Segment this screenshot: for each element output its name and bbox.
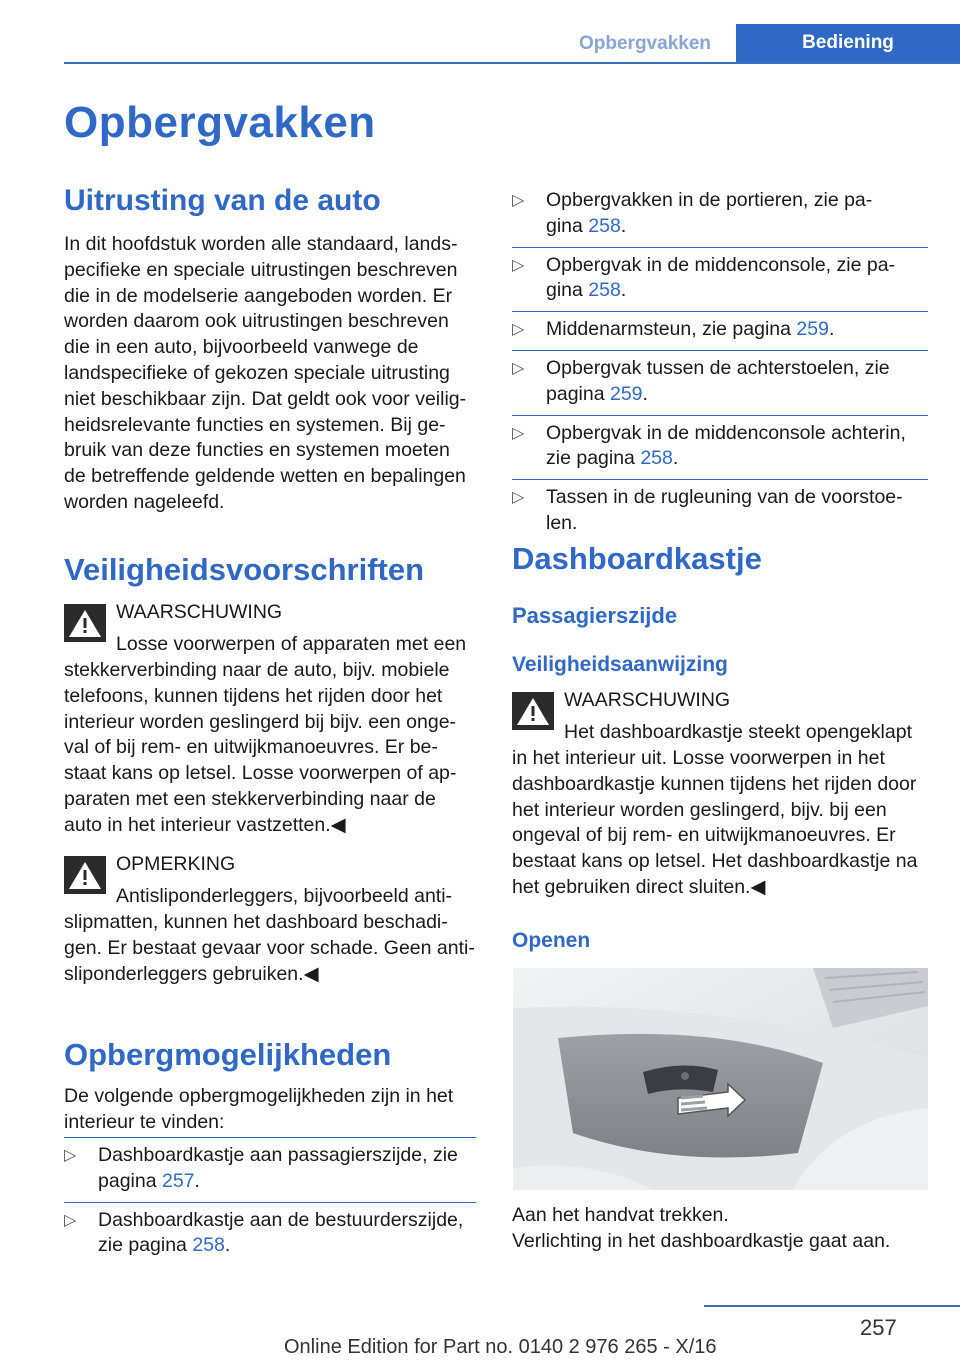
glovebox-photo <box>513 968 928 1190</box>
triangle-bullet-icon: ▷ <box>64 1147 77 1164</box>
page-number: 257 <box>860 1315 897 1340</box>
text-line: dashboardkastje kunnen tijdens het rijden door <box>512 772 917 795</box>
list-item <box>512 350 928 415</box>
text-line: Opbergvak in de middenconsole, zie pa‐ <box>546 253 896 276</box>
text-line: Aan het handvat trekken. <box>512 1204 729 1226</box>
list-item <box>64 1202 476 1267</box>
punctuation: . <box>828 318 835 341</box>
text-line: het interieur worden geslingerd, bijv. bij een <box>512 798 887 821</box>
warning-text <box>512 746 942 901</box>
text-line: slipmatten, kunnen het dashboard beschadi‐ <box>64 911 448 933</box>
triangle-bullet-icon: ▷ <box>512 424 525 442</box>
text-line: De volgende opbergmogelijkheden zijn in het <box>64 1085 454 1107</box>
text-line: worden nageleefd. <box>64 490 225 513</box>
list-item <box>512 247 928 312</box>
page-title: Opbergvakken <box>64 98 376 147</box>
text-line: in het interieur uit. Losse voorwerpen in het <box>512 747 885 769</box>
text-line: ongeval of bij rem- en uitwijkmanoeuvres. Er <box>512 824 896 847</box>
text-line: auto in het interieur vastzetten.◀ <box>64 813 346 836</box>
triangle-bullet-icon: ▷ <box>512 489 525 507</box>
text-line: zie pagina <box>98 1234 193 1257</box>
text-line: In dit hoofdstuk worden alle standaard, lands‐ <box>64 233 458 255</box>
text-line: Antisliponderleggers, bijvoorbeeld anti‐ <box>116 885 453 907</box>
header-section-tab[interactable]: Opbergvakken <box>579 33 711 54</box>
notice-text <box>64 910 484 987</box>
page-link[interactable]: 258 <box>588 214 621 237</box>
section-heading-veiligheid: Veiligheidsvoorschriften <box>64 552 425 587</box>
paragraph-opbergmogelijkheden <box>64 1084 484 1136</box>
punctuation: . <box>194 1169 200 1192</box>
text-line: Tassen in de rugleuning van de voorstoe‐ <box>546 486 903 509</box>
section-heading-opbergmogelijkheden: Opbergmogelijkheden <box>64 1037 392 1072</box>
page-link[interactable]: 259 <box>609 382 643 405</box>
warning-label: WAARSCHUWING <box>116 601 283 623</box>
text-line: pagina <box>98 1169 162 1192</box>
warning-label: WAARSCHUWING <box>564 689 731 711</box>
footer-edition-text: Online Edition for Part no. 0140 2 976 265 - X/16 <box>284 1336 717 1358</box>
text-line: landspecifieke of gekozen speciale uitrusting <box>64 361 450 384</box>
header-rule <box>64 62 960 64</box>
list-item <box>512 183 928 247</box>
subheading-passagierszijde: Passagierszijde <box>512 603 678 628</box>
subheading-veiligheidsaanwijzing: Veiligheidsaanwijzing <box>512 653 728 676</box>
page-link[interactable]: 259 <box>796 318 829 341</box>
text-line: pecifieke en speciale uitrustingen beschreven <box>64 258 458 281</box>
page-link[interactable]: 258 <box>588 279 621 302</box>
text-line: sliponderleggers gebruiken.◀ <box>64 962 319 985</box>
list-item <box>64 1137 476 1202</box>
text-line: stekkerverbinding naar de auto, bijv. mobiele <box>64 659 450 681</box>
list-item <box>512 311 928 350</box>
page-link[interactable]: 257 <box>161 1169 195 1192</box>
text-line: Dashboardkastje aan de bestuurderszijde, <box>98 1208 464 1231</box>
punctuation: . <box>672 447 679 470</box>
footer-rule <box>704 1305 960 1307</box>
text-line: interieur te vinden: <box>64 1110 225 1133</box>
punctuation: . <box>620 279 627 302</box>
text-line: gen. Er bestaat gevaar voor schade. Geen anti‐ <box>64 936 475 959</box>
triangle-bullet-icon: ▷ <box>64 1211 77 1229</box>
text-line: gina <box>546 279 589 302</box>
text-line: bestaat kans op letsel. Het dashboardkastje na <box>512 850 918 873</box>
text-line: interieur worden geslingerd bij bijv. een onge‐ <box>64 710 457 733</box>
punctuation: . <box>620 214 627 237</box>
text-line: Middenarmsteun, zie pagina <box>546 318 797 341</box>
text-line: paraten met een stekkerverbinding naar de <box>64 787 436 810</box>
text-line: niet beschikbaar zijn. Dat geldt ook voor veilig‐ <box>64 387 467 410</box>
warning-icon <box>512 692 554 730</box>
text-line: val of bij rem- en uitwijkmanoeuvres. Er be‐ <box>64 736 438 759</box>
text-line: die in een auto, bijvoorbeeld vanwege de <box>64 336 419 359</box>
text-line: Het dashboardkastje steekt opengeklapt <box>564 721 912 743</box>
storage-list-right <box>512 183 928 544</box>
text-line: gina <box>546 214 589 237</box>
punctuation: . <box>642 382 648 405</box>
list-item <box>512 479 928 544</box>
warning-text <box>64 658 484 839</box>
warning-icon <box>64 604 106 642</box>
text-line: die in de modelserie aangeboden worden. Er <box>64 284 453 307</box>
triangle-bullet-icon: ▷ <box>512 256 525 274</box>
warning-icon <box>64 856 106 894</box>
text-line: Verlichting in het dashboardkastje gaat aan. <box>512 1229 891 1252</box>
text-line: telefoons, kunnen tijdens het rijden door het <box>64 684 443 707</box>
text-line: Opbergvakken in de portieren, zie pa‐ <box>546 189 873 211</box>
subheading-openen: Openen <box>512 929 591 952</box>
text-line: Opbergvak in de middenconsole achterin, <box>546 421 906 444</box>
text-line: de betreffende geldende wetten en bepalingen <box>64 465 466 488</box>
text-line: Dashboardkastje aan passagierszijde, zie <box>98 1144 458 1166</box>
triangle-bullet-icon: ▷ <box>512 359 525 377</box>
triangle-bullet-icon: ▷ <box>512 321 525 339</box>
text-line: zie pagina <box>546 447 641 470</box>
text-line: staat kans op letsel. Losse voorwerpen of ap‐ <box>64 762 457 785</box>
paragraph-uitrusting <box>64 232 484 516</box>
text-line: bruik van deze functies en systemen moeten <box>64 439 450 462</box>
section-heading-dashboardkastje: Dashboardkastje <box>512 541 762 576</box>
header-chapter-tab[interactable]: Bediening <box>736 24 960 62</box>
text-line: het gebruiken direct sluiten.◀ <box>512 875 766 898</box>
text-line: worden daarom ook uitrustingen beschreven <box>64 310 449 333</box>
page-link[interactable]: 258 <box>640 447 673 470</box>
storage-list-left <box>64 1137 476 1266</box>
section-heading-uitrusting: Uitrusting van de auto <box>64 184 381 217</box>
text-line: heidsrelevante functies en systemen. Bij ge‐ <box>64 413 446 436</box>
text-line: Losse voorwerpen of apparaten met een <box>116 633 467 655</box>
page-link[interactable]: 258 <box>192 1234 225 1257</box>
text-line: pagina <box>546 382 610 405</box>
paragraph-openen <box>512 1203 942 1255</box>
list-item <box>512 415 928 480</box>
text-line: Opbergvak tussen de achterstoelen, zie <box>546 356 890 379</box>
notice-label: OPMERKING <box>116 853 236 875</box>
punctuation: . <box>224 1234 231 1257</box>
text-line: len. <box>546 511 578 534</box>
triangle-bullet-icon: ▷ <box>512 192 525 209</box>
